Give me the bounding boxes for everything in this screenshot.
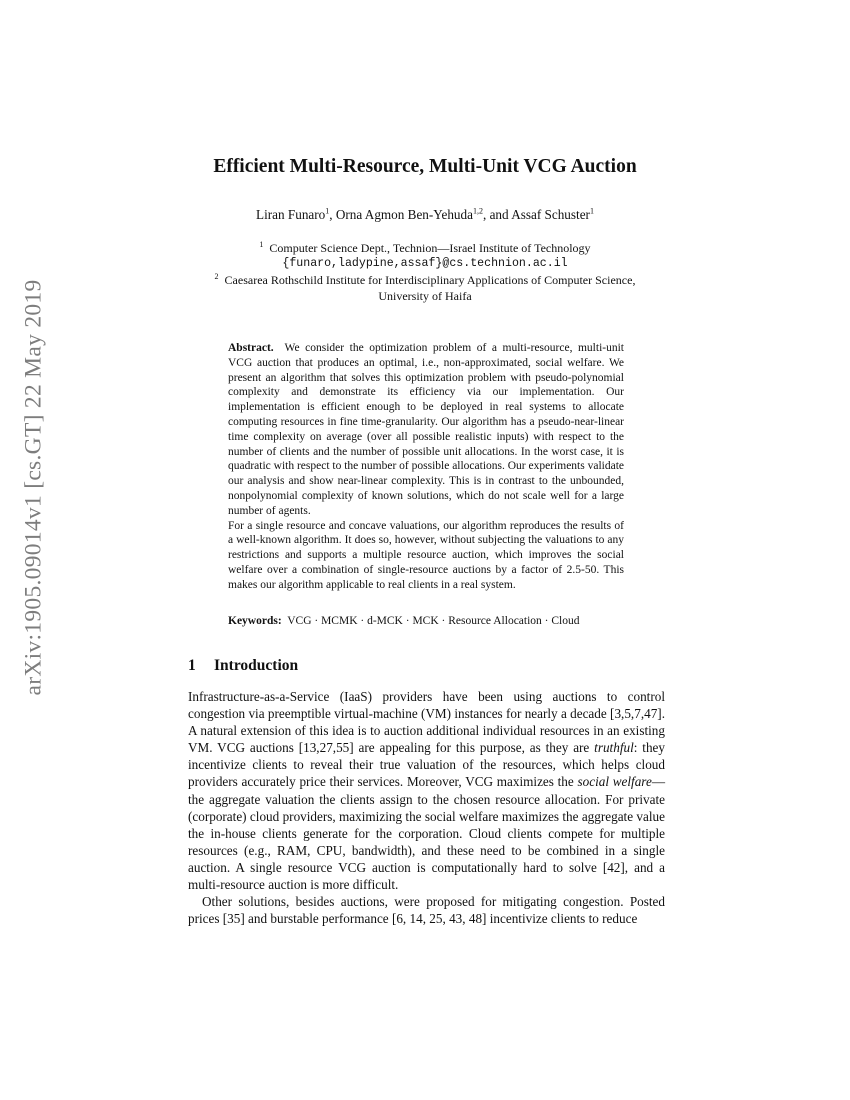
author-name: Liran Funaro	[256, 207, 326, 222]
abstract-paragraph: For a single resource and concave valuations, our algorithm reproduces the results of a well-known algorithm. It does so, however, without subjecting the valuations to any restrictions and supports a multiple resource auction, which improves the social welfare over a combination of single-resource auctions by a factor of 2.5-50. This makes our algorithm applicable to real clients in a real system.	[228, 519, 624, 591]
affiliation-text: Caesarea Rothschild Institute for Interdisciplinary Applications of Computer Science,	[224, 273, 636, 287]
author-affiliation-mark: 1	[325, 206, 330, 216]
keywords-label: Keywords:	[228, 615, 282, 627]
section-heading	[188, 657, 298, 675]
emphasis-social-welfare: social welfare	[577, 774, 652, 790]
author-separator: , and	[482, 207, 512, 222]
affiliation-number: 2	[214, 272, 219, 281]
body-paragraph: Other solutions, besides auctions, were proposed for mitigating congestion. Posted prices [35] and burstable performance [6, 14, 25, 43, 48] incentivize clients to reduce	[188, 894, 665, 927]
body-text-run: —the aggregate valuation the clients assign to the chosen resource allocation. For private (corporate) cloud providers, maximizing the social welfare maximizes the aggregate value the in-house clients generate for the corporation. Cloud clients compete for multiple resources (e.g., RAM, CPU, bandwidth), and these need to be combined in a single auction. A single resource VCG auction is computationally hard to solve [42], and a multi-resource auction is more difficult.	[188, 774, 665, 893]
body-text	[188, 688, 665, 927]
abstract-text: We consider the optimization problem of a multi-resource, multi-unit VCG auction that produces an optimal, i.e., non-approximated, social welfare. We present an algorithm that solves this optimization problem with pseudo-polynomial complexity and demonstrate its efficiency via our implementation. Our implementation is efficient enough to be deployed in real systems to allocate computing resources in fine time-granularity. Our algorithm has a pseudo-near-linear time complexity on average (over all possible realistic inputs) with respect to the number of clients and the number of possible unit allocations. In the worst case, it is quadratic with respect to the number of possible allocations. Our experiments validate our analysis and show near-linear complexity. This is in contrast to the unbounded, nonpolynomial complexity of known solutions, which do not scale well for a large number of agents.	[228, 342, 624, 517]
author-affiliation-mark: 1	[589, 206, 594, 216]
keywords	[228, 615, 624, 627]
affiliation-2-continued: University of Haifa	[378, 289, 472, 303]
affiliation-2	[0, 272, 850, 288]
affiliation-number: 1	[259, 240, 264, 249]
author-separator: ,	[329, 207, 336, 222]
abstract-label: Abstract.	[228, 342, 274, 354]
affiliation-1	[0, 240, 850, 256]
body-text-run: : they incentivize clients to reveal their true valuation of the resources, which helps cloud providers accurately price their services. Moreover, VCG maximizes the	[188, 740, 665, 790]
body-text-run: Infrastructure-as-a-Service (IaaS) providers have been using auctions to control congestion via preemptible virtual-machine (VM) instances for nearly a decade [3,5,7,47]. A natural extension of this idea is to auction additional individual resources in an existing VM. VCG auctions [13,27,55] are appealing for this purpose, as they are	[188, 689, 665, 756]
section-number: 1	[188, 657, 196, 674]
body-paragraph	[188, 688, 665, 893]
section-title: Introduction	[214, 657, 299, 674]
paper-title: Efficient Multi-Resource, Multi-Unit VCG Auction	[213, 156, 637, 177]
author-name: Assaf Schuster	[511, 207, 590, 222]
arxiv-identifier-margin	[9, 278, 59, 696]
arxiv-identifier: arXiv:1905.09014v1 [cs.GT] 22 May 2019	[20, 278, 47, 696]
emphasis-truthful: truthful	[594, 740, 634, 756]
abstract	[228, 341, 624, 593]
affiliation-text: Computer Science Dept., Technion—Israel Institute of Technology	[269, 241, 591, 255]
keywords-text: VCG · MCMK · d-MCK · MCK · Resource Allocation · Cloud	[287, 615, 580, 627]
author-affiliation-mark: 1,2	[472, 206, 483, 216]
author-line	[0, 207, 850, 223]
author-name: Orna Agmon Ben-Yehuda	[335, 207, 473, 222]
abstract-paragraph	[228, 341, 624, 519]
affiliation-email: {funaro,ladypine,assaf}@cs.technion.ac.il	[282, 257, 568, 270]
